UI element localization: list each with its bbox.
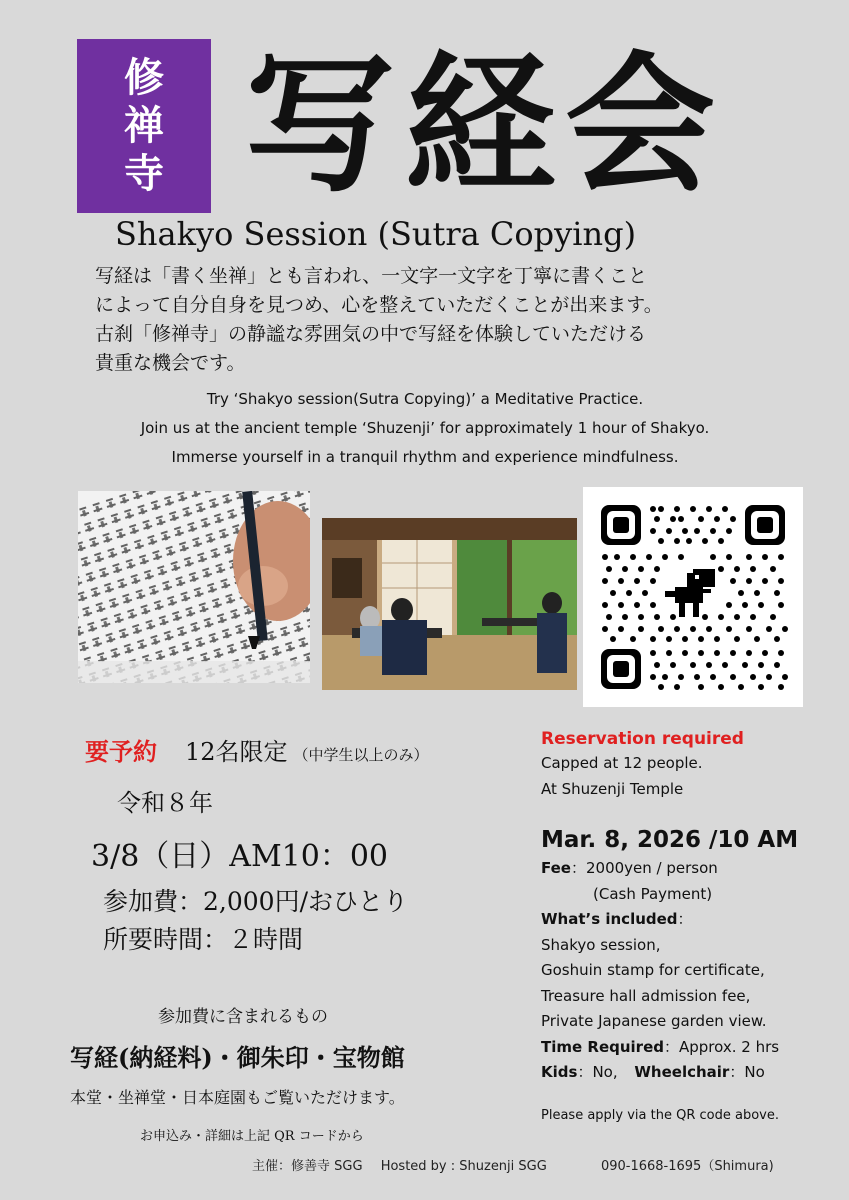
intro-en-line: Join us at the ancient temple ‘Shuzenji’ for approximately 1 hour of Shakyo. xyxy=(140,419,710,437)
reservation-required-en: Reservation required xyxy=(541,729,744,749)
footer xyxy=(252,1155,788,1174)
fee-note-en: (Cash Payment) xyxy=(593,884,713,903)
included-colon-en: ： xyxy=(677,910,693,928)
host-en: Hosted by : Shuzenji SGG xyxy=(380,1159,547,1174)
page-title: 写経会 xyxy=(245,37,726,213)
wheelchair-value-en: ：No xyxy=(729,1063,765,1081)
temple-name-badge xyxy=(77,39,211,213)
eligibility-jp: （中学生以上のみ） xyxy=(293,746,429,764)
fee-en xyxy=(541,856,841,882)
wheelchair-label-en: Wheelchair xyxy=(634,1063,730,1081)
badge-char-2: 禅 xyxy=(124,102,164,149)
temple-room-photo xyxy=(322,518,577,690)
location-en: At Shuzenji Temple xyxy=(541,779,684,798)
details-english xyxy=(541,727,841,1123)
intro-jp-line: によって自分自身を見つめ、心を整えていただくことが出来ます。 xyxy=(95,294,663,316)
phone-number: 090-1668-1695（Shimura) xyxy=(600,1159,774,1174)
kids-wheelchair-en xyxy=(541,1060,841,1086)
badge-char-1: 修 xyxy=(124,54,164,101)
intro-jp-line: 写経は「書く坐禅」とも言われ、一文字一文字を丁寧に書くこと xyxy=(95,265,648,287)
era-year-jp: 令和８年 xyxy=(117,789,213,817)
reservation-line-jp xyxy=(85,732,535,775)
intro-jp-line: 古刹「修禅寺」の静謐な雰囲気の中で写経を体験していただける xyxy=(95,323,647,345)
sutra-copying-photo xyxy=(78,491,310,683)
organizer-jp: 主催：修善寺 SGG xyxy=(252,1159,363,1174)
capacity-jp: 12名限定 xyxy=(185,738,288,766)
fee-jp: 参加費：2,000円/おひとり xyxy=(103,887,408,916)
date-time-en: Mar. 8, 2026 /10 AM xyxy=(541,827,799,853)
fee-label-en: Fee xyxy=(541,859,571,877)
apply-note-en: Please apply via the QR code above. xyxy=(541,1107,779,1123)
reservation-required-jp: 要予約 xyxy=(85,737,157,766)
intro-english xyxy=(60,385,790,472)
time-label-en: Time Required xyxy=(541,1037,664,1056)
subtitle-english: Shakyo Session (Sutra Copying) xyxy=(115,215,637,253)
included-label-en: What’s included xyxy=(541,910,678,928)
included-item-en: Treasure hall admission fee, xyxy=(541,986,751,1005)
included-items-jp: 写経(納経料)・御朱印・宝物館 xyxy=(70,1043,405,1072)
time-value-en: ：Approx. 2 hrs xyxy=(664,1037,780,1056)
capacity-en: Capped at 12 people. xyxy=(541,754,703,772)
duration-jp: 所要時間：２時間 xyxy=(103,925,304,954)
intro-japanese xyxy=(95,262,775,378)
time-required-en xyxy=(541,1035,841,1061)
fee-value-en: ：2000yen / person xyxy=(571,859,718,877)
included-item-en: Goshuin stamp for certificate, xyxy=(541,961,765,979)
badge-char-3: 寺 xyxy=(124,150,164,197)
included-label-jp: 参加費に含まれるもの xyxy=(158,1007,328,1027)
qr-code[interactable] xyxy=(583,487,803,707)
intro-en-line: Immerse yourself in a tranquil rhythm and experience mindfulness. xyxy=(171,448,679,466)
details-japanese xyxy=(85,732,535,959)
intro-jp-line: 貴重な機会です。 xyxy=(95,352,246,374)
intro-en-line: Try ‘Shakyo session(Sutra Copying)’ a Meditative Practice. xyxy=(206,390,644,408)
kids-label-en: Kids xyxy=(541,1063,578,1081)
included-heading-en xyxy=(541,907,841,933)
visit-note-jp: 本堂・坐禅堂・日本庭園もご覧いただけます。 xyxy=(70,1088,405,1107)
included-item-en: Shakyo session, xyxy=(541,935,661,954)
included-item-en: Private Japanese garden view. xyxy=(541,1012,767,1030)
apply-note-jp: お申込み・詳細は上記 QR コードから xyxy=(140,1129,364,1144)
kids-value-en: ：No, xyxy=(577,1063,618,1081)
date-time-jp: 3/8（日）AM10：00 xyxy=(91,839,389,874)
